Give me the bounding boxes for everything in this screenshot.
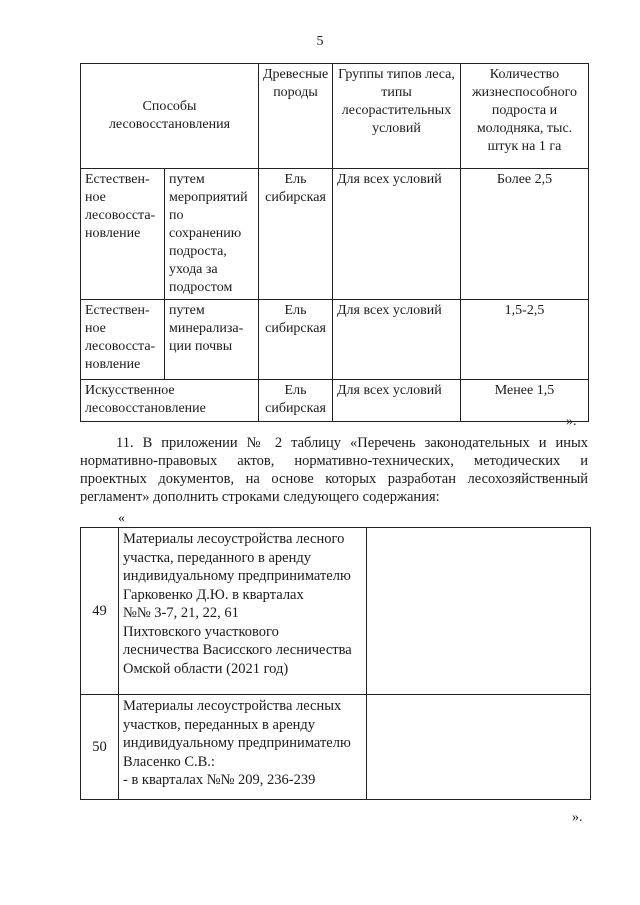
group-cell: Для всех условий (333, 380, 461, 422)
quantity-cell: 1,5-2,5 (461, 300, 589, 380)
document-description: Материалы лесоустройства лесных участков, переданных в аренду индивидуальному предпринимателю Власенко С.В.: - в кварталах №№ 209, 236-239 (119, 695, 367, 800)
header-quantity: Количество жизнеспособного подроста и молодняка, тыс. штук на 1 га (461, 64, 589, 169)
table-row (81, 300, 589, 380)
closing-quote: ». (572, 810, 583, 825)
group-cell: Для всех условий (333, 300, 461, 380)
documents-table (80, 527, 591, 800)
reforestation-table (80, 63, 589, 422)
quantity-cell: Более 2,5 (461, 169, 589, 300)
document-description: Материалы лесоустройства лесного участка, переданного в аренду индивидуальному предпринимателю Гарковенко Д.Ю. в кварталах №№ 3-7, 21, 22, 61 Пихтовского участкового лесничества Васисского лесничества Омской области (2021 год) (119, 528, 367, 695)
row-number: 50 (81, 695, 119, 800)
closing-quote: ». (566, 414, 577, 429)
table-row (81, 380, 589, 422)
empty-cell (367, 695, 591, 800)
table-row (81, 695, 591, 800)
header-groups: Группы типов леса, типы лесорастительных условий (333, 64, 461, 169)
method-cell: Искусственное лесовосстановление (81, 380, 259, 422)
method-sub-cell: путем минерализа- ции почвы (165, 300, 259, 380)
header-species: Древесные породы (259, 64, 333, 169)
empty-cell (367, 528, 591, 695)
table-row (81, 528, 591, 695)
opening-quote: « (118, 511, 125, 526)
species-cell: Ель сибирская (259, 380, 333, 422)
species-cell: Ель сибирская (259, 169, 333, 300)
header-methods: Способы лесовосстановления (81, 64, 259, 169)
species-cell: Ель сибирская (259, 300, 333, 380)
method-cell: Естествен- ное лесовосста- новление (81, 300, 165, 380)
method-sub-cell: путем мероприятий по сохранению подроста, ухода за подростом (165, 169, 259, 300)
group-cell: Для всех условий (333, 169, 461, 300)
table-row (81, 169, 589, 300)
page-number: 5 (316, 34, 324, 49)
amendment-paragraph: 11. В приложении № 2 таблицу «Перечень законодательных и иных нормативно-правовых актов, нормативно-технических, методических и проектных документов, на основе которых разработан лесохозяйственный регламент» дополнить строками следующего содержания: (80, 435, 588, 505)
quantity-cell: Менее 1,5 (461, 380, 589, 422)
table-header-row (81, 64, 589, 169)
method-cell: Естествен- ное лесовосста- новление (81, 169, 165, 300)
row-number: 49 (81, 528, 119, 695)
